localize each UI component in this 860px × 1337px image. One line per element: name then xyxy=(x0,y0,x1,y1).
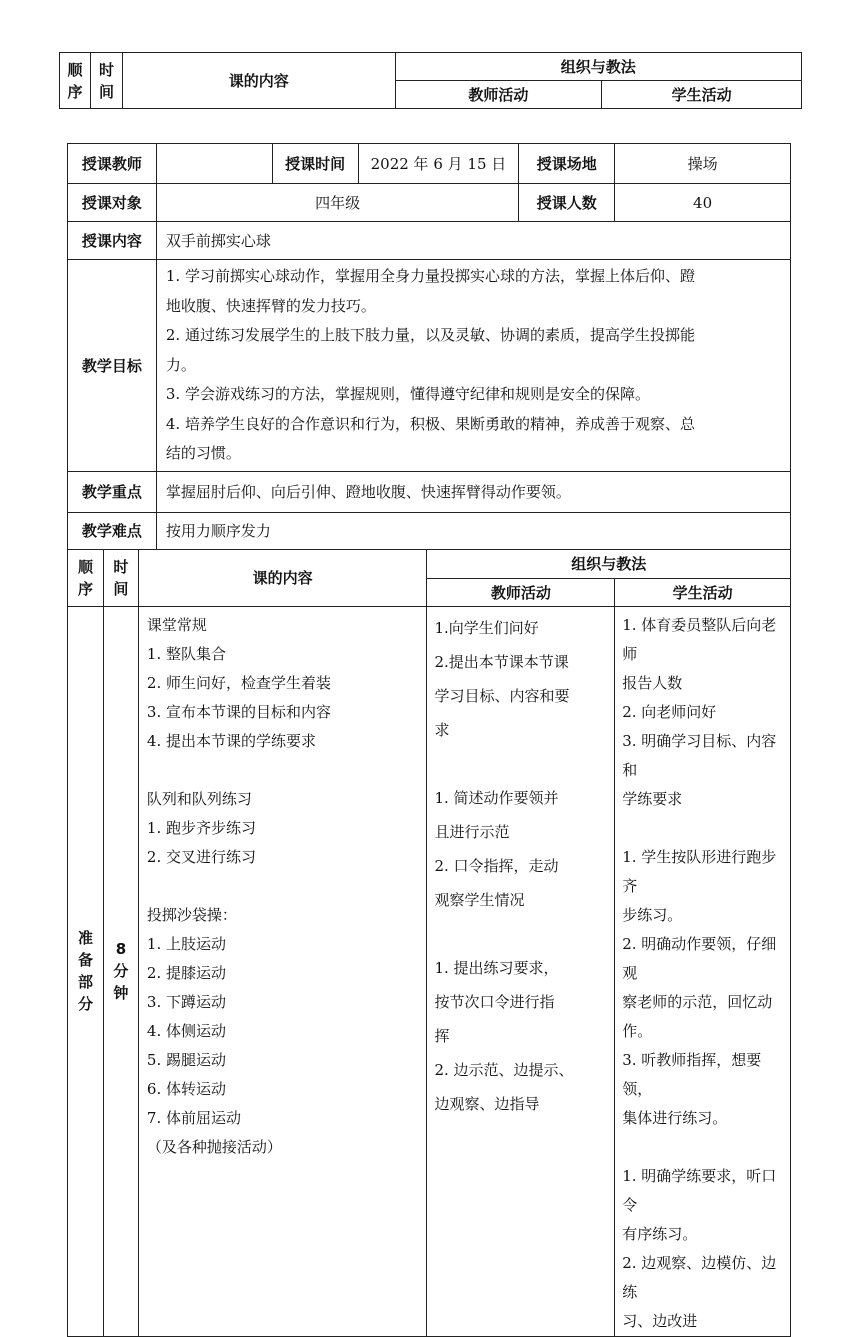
teacher-line: 且进行示范 xyxy=(434,822,510,841)
lesson-header-order: 顺 序 xyxy=(68,549,104,606)
goal-line: 4. 培养学生良好的合作意识和行为，积极、果断勇敢的精神，养成善于观察、总 xyxy=(165,414,695,433)
goal-line: 地收腹、快速挥臂的发力技巧。 xyxy=(165,296,376,315)
content-line: 7. 体前屈运动 xyxy=(146,1108,241,1127)
student-line: 学练要求 xyxy=(622,789,683,808)
lesson-header-student: 学生活动 xyxy=(615,578,791,606)
student-spacer xyxy=(622,814,786,843)
content-line: 4. 提出本节课的学练要求 xyxy=(146,731,316,750)
student-line: 2. 明确动作要领，仔细观 xyxy=(622,934,777,982)
content-line: 5. 踢腿运动 xyxy=(146,1050,226,1069)
teacher-value xyxy=(156,144,272,184)
student-line: 2. 边观察、边模仿、边练 xyxy=(622,1253,777,1301)
content-line: 课堂常规 xyxy=(146,615,207,634)
content-line: 4. 体侧运动 xyxy=(146,1021,226,1040)
content-line: 1. 上肢运动 xyxy=(146,934,226,953)
teacher-line: 1.向学生们问好 xyxy=(434,618,539,637)
teacher-line: 按节次口令进行指 xyxy=(434,992,555,1011)
lesson-header-content: 课的内容 xyxy=(138,549,427,606)
student-line: 有序练习。 xyxy=(622,1224,698,1243)
student-line: 1. 明确学练要求，听口令 xyxy=(622,1166,777,1214)
content-line: 2. 提膝运动 xyxy=(146,963,226,982)
content-spacer xyxy=(147,756,423,785)
content-label: 授课内容 xyxy=(68,222,157,260)
teacher-line: 求 xyxy=(434,720,450,739)
student-line: 3. 听教师指挥，想要领， xyxy=(622,1050,762,1098)
place-value: 操场 xyxy=(615,144,791,184)
goal-line: 1. 学习前掷实心球动作，掌握用全身力量投掷实心球的方法，掌握上体后仰、蹬 xyxy=(165,267,695,285)
teacher-spacer xyxy=(434,917,611,951)
difficulty-value: 按用力顺序发力 xyxy=(156,512,790,549)
content-line: 1. 跑步齐步练习 xyxy=(146,818,256,837)
student-line: 集体进行练习。 xyxy=(622,1108,728,1127)
content-line: 投掷沙袋操： xyxy=(146,905,237,924)
key-value: 掌握屈肘后仰、向后引伸、蹬地收腹、快速挥臂得动作要领。 xyxy=(156,471,790,512)
teacher-line: 学习目标、内容和要 xyxy=(434,686,570,705)
prep-content xyxy=(138,606,427,1336)
teacher-line: 挥 xyxy=(434,1026,450,1045)
prep-teacher-activity xyxy=(427,606,615,1336)
difficulty-label: 教学难点 xyxy=(68,512,157,549)
content-line: 6. 体转运动 xyxy=(146,1079,226,1098)
place-label: 授课场地 xyxy=(519,144,615,184)
content-spacer xyxy=(147,872,423,901)
time-value: 2022 年 6 月 15 日 xyxy=(358,144,519,184)
time-label: 授课时间 xyxy=(272,144,358,184)
student-line: 报告人数 xyxy=(622,673,683,692)
teacher-line: 2.提出本节课本节课 xyxy=(434,652,569,671)
target-label: 授课对象 xyxy=(68,184,157,222)
content-line: 队列和队列练习 xyxy=(146,789,252,808)
header-org: 组织与教法 xyxy=(395,53,801,81)
teacher-label: 授课教师 xyxy=(68,144,157,184)
student-line: 1. 体育委员整队后向老师 xyxy=(622,615,777,663)
count-label: 授课人数 xyxy=(519,184,615,222)
goals-list xyxy=(156,260,790,472)
top-header-table xyxy=(59,52,802,109)
teacher-spacer xyxy=(434,747,611,781)
student-line: 习、边改进 xyxy=(622,1311,698,1330)
lesson-header-org: 组织与教法 xyxy=(427,549,791,578)
student-line: 步练习。 xyxy=(622,905,683,924)
prep-student-activity xyxy=(615,606,791,1336)
content-line: 3. 下蹲运动 xyxy=(146,992,226,1011)
header-teacher: 教师活动 xyxy=(395,81,602,109)
student-line: 2. 向老师问好 xyxy=(622,702,717,721)
goals-label: 教学目标 xyxy=(68,260,157,472)
header-student: 学生活动 xyxy=(602,81,802,109)
student-line: 1. 学生按队形进行跑步齐 xyxy=(622,847,777,895)
goal-line: 2. 通过练习发展学生的上肢下肢力量，以及灵敏、协调的素质，提高学生投掷能 xyxy=(165,326,695,344)
content-line: 1. 整队集合 xyxy=(146,644,226,663)
prep-time: 8 分 钟 xyxy=(103,606,138,1336)
lesson-header-time: 时 间 xyxy=(103,549,138,606)
target-value: 四年级 xyxy=(156,184,518,222)
key-label: 教学重点 xyxy=(68,471,157,512)
teacher-line: 边观察、边指导 xyxy=(434,1094,540,1113)
content-line: （及各种抛接活动） xyxy=(146,1137,282,1156)
student-spacer xyxy=(622,1133,786,1162)
teacher-line: 观察学生情况 xyxy=(434,890,525,909)
teacher-line: 2. 边示范、边提示、 xyxy=(434,1060,574,1079)
header-content: 课的内容 xyxy=(122,53,395,109)
student-line: 3. 明确学习目标、内容和 xyxy=(622,731,777,779)
goal-line: 3. 学会游戏练习的方法，掌握规则，懂得遵守纪律和规则是安全的保障。 xyxy=(165,385,650,403)
header-time: 时 间 xyxy=(90,53,122,109)
goal-line: 结的习惯。 xyxy=(165,444,241,462)
student-line: 察老师的示范，回忆动作。 xyxy=(622,992,773,1040)
teacher-line: 1. 简述动作要领并 xyxy=(434,788,559,807)
prep-section-label: 准 备 部 分 xyxy=(68,606,104,1336)
content-line: 2. 师生问好，检查学生着装 xyxy=(146,673,331,692)
content-line: 3. 宣布本节课的目标和内容 xyxy=(146,702,331,721)
lesson-plan-table xyxy=(67,143,791,1337)
header-order: 顺 序 xyxy=(60,53,91,109)
goal-line: 力。 xyxy=(165,355,196,374)
content-line: 2. 交叉进行练习 xyxy=(146,847,256,866)
lesson-header-teacher: 教师活动 xyxy=(427,578,615,606)
teacher-line: 2. 口令指挥，走动 xyxy=(434,856,559,875)
teacher-line: 1. 提出练习要求， xyxy=(434,958,559,977)
count-value: 40 xyxy=(615,184,791,222)
content-value: 双手前掷实心球 xyxy=(156,222,790,260)
